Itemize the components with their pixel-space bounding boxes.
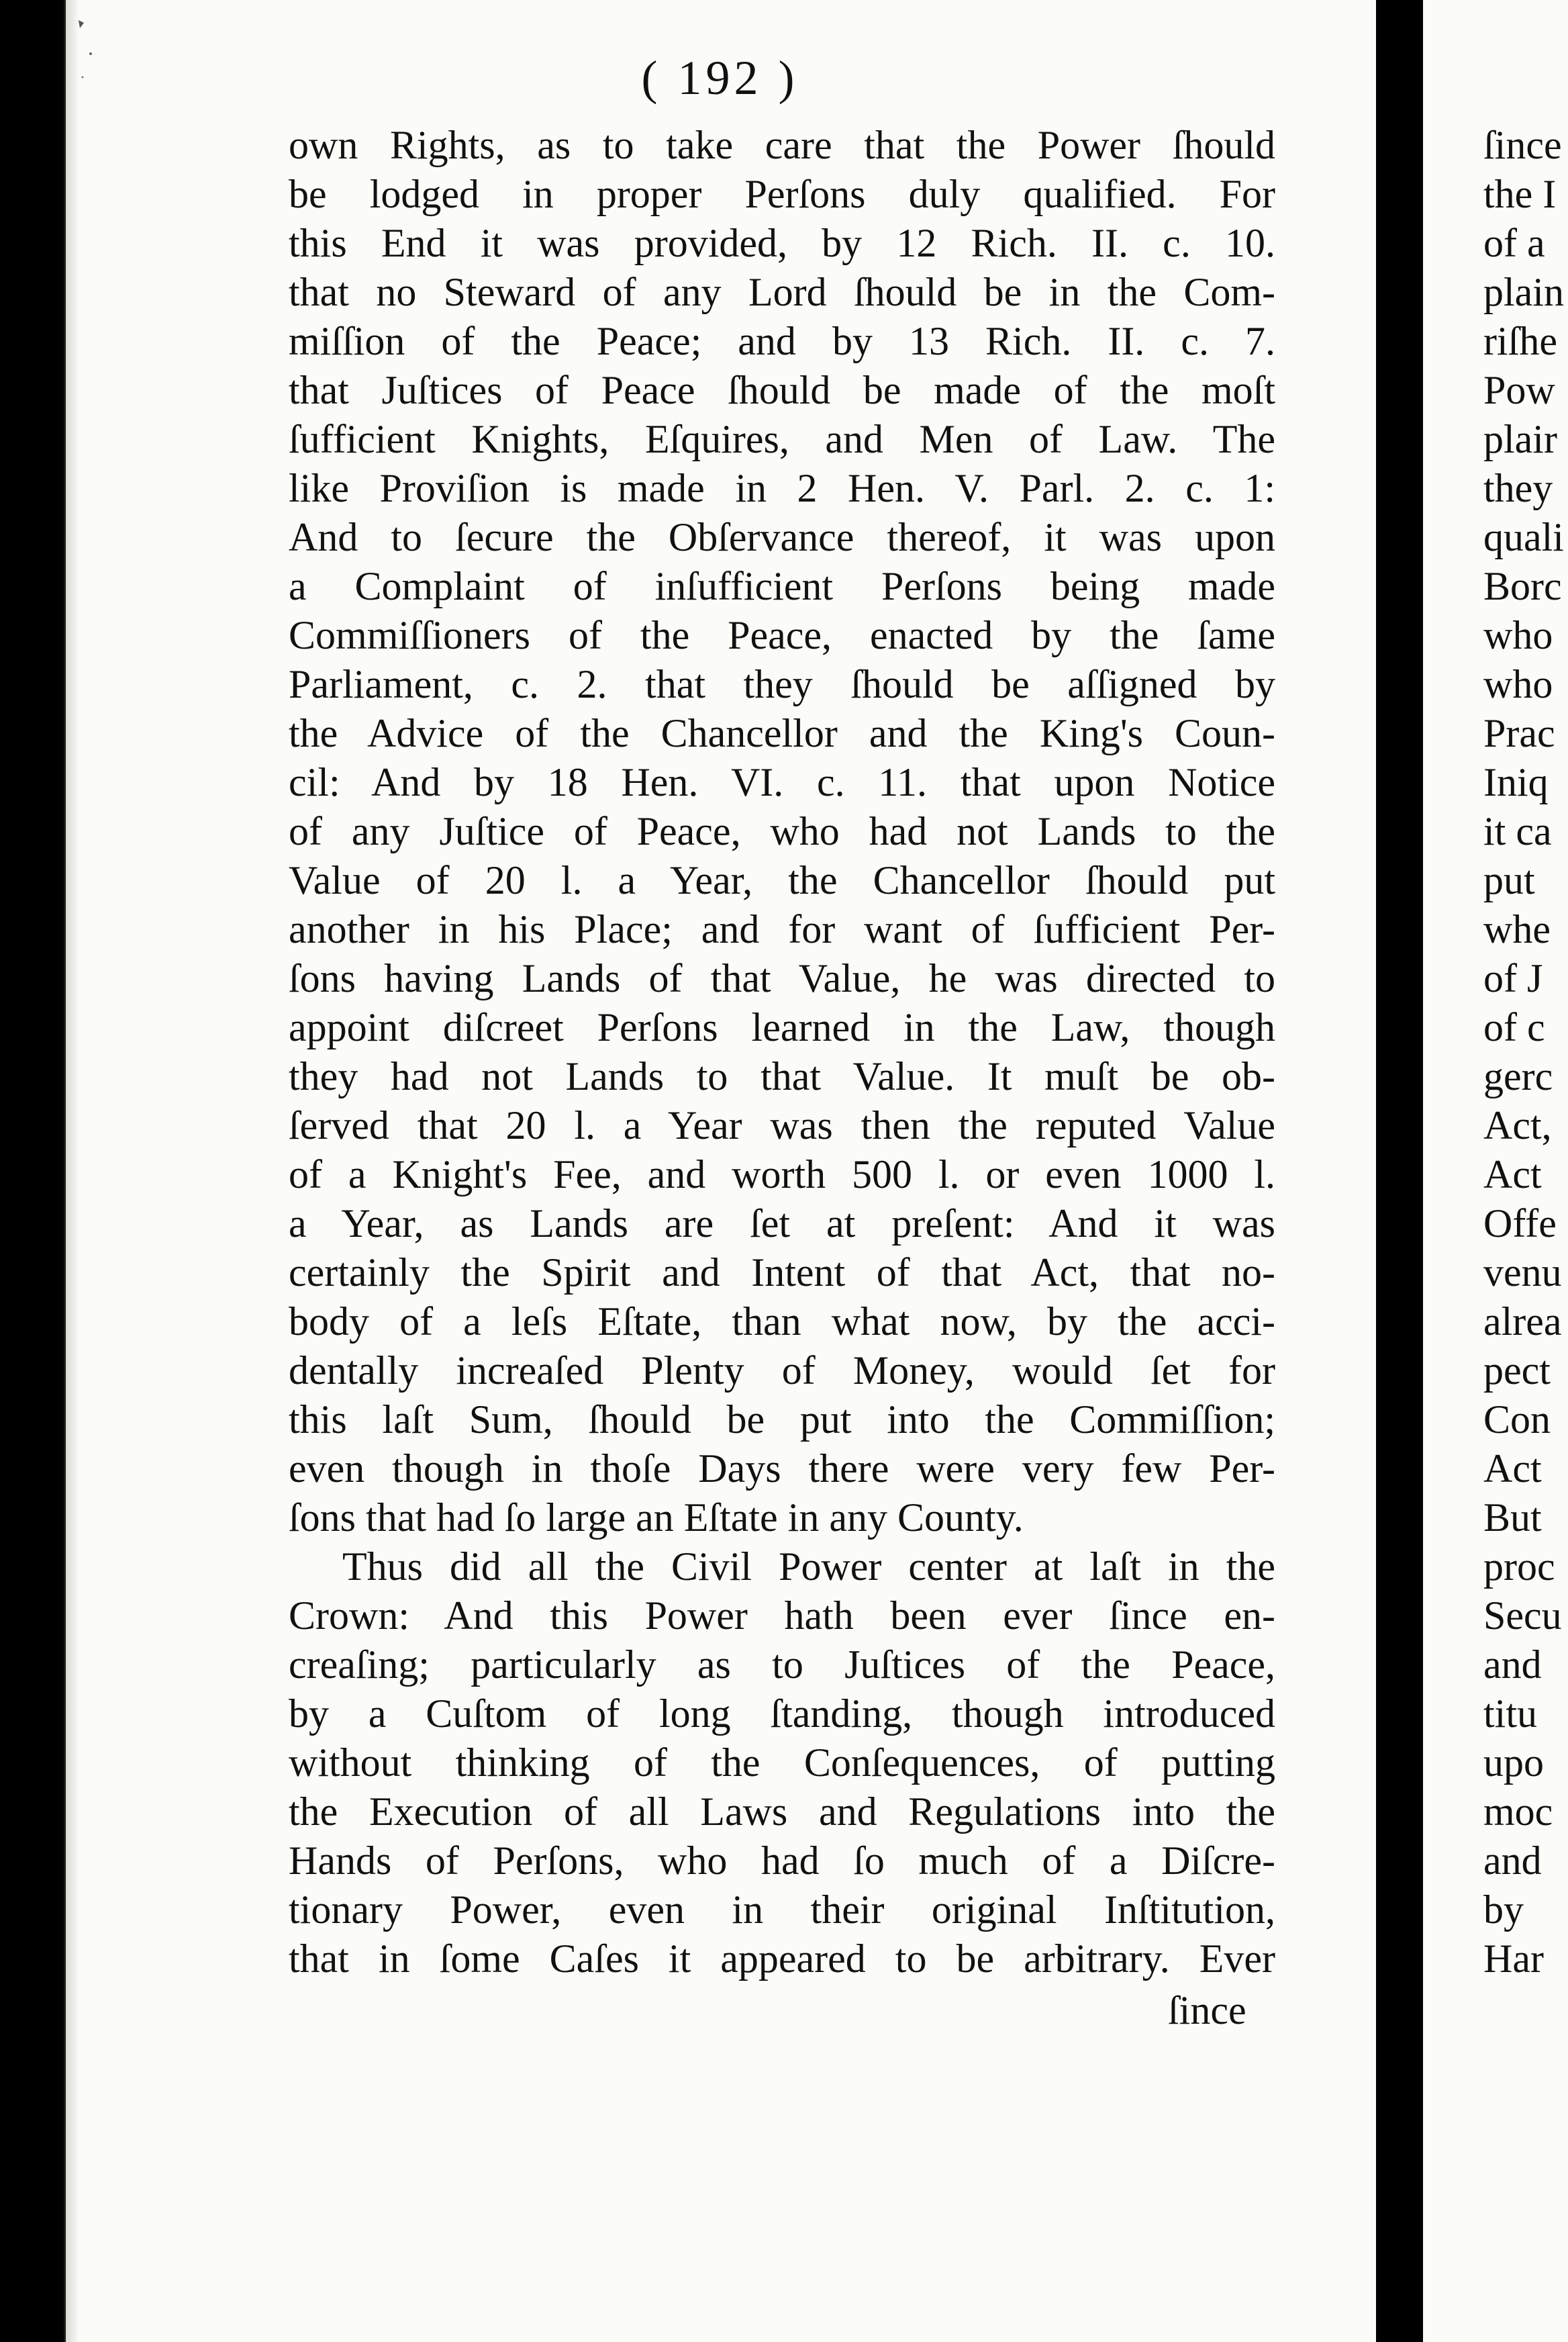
- facing-line-fragment: by: [1483, 1887, 1524, 1932]
- facing-line-fragment: of J: [1483, 956, 1543, 1000]
- text-line: body of a leſs Eſtate, than what now, by the acci-: [289, 1299, 1275, 1344]
- facing-line-fragment: upo: [1483, 1740, 1544, 1785]
- text-line: like Proviſion is made in 2 Hen. V. Parl. 2. c. 1:: [289, 466, 1275, 510]
- text-line: without thinking of the Conſequences, of putting: [289, 1740, 1275, 1785]
- facing-line-fragment: But: [1483, 1495, 1542, 1540]
- paragraph-start-line: Thus did all the Civil Power center at laſt in the: [342, 1544, 1275, 1589]
- facing-line-fragment: Act: [1483, 1446, 1542, 1491]
- page-number: ( 192 ): [641, 51, 799, 105]
- facing-line-fragment: quali: [1483, 515, 1564, 559]
- text-line: cil: And by 18 Hen. VI. c. 11. that upon Notice: [289, 760, 1275, 804]
- page-edge-shadow: [66, 0, 79, 2342]
- text-line: a Complaint of inſufficient Perſons being made: [289, 564, 1275, 608]
- facing-line-fragment: Offe: [1483, 1201, 1557, 1246]
- text-line: the Execution of all Laws and Regulations into the: [289, 1789, 1275, 1834]
- text-line: another in his Place; and for want of ſufficient Per-: [289, 907, 1275, 951]
- facing-line-fragment: proc: [1483, 1544, 1555, 1589]
- facing-line-fragment: Prac: [1483, 711, 1555, 755]
- text-line: appoint diſcreet Perſons learned in the Law, though: [289, 1005, 1275, 1049]
- text-line: tionary Power, even in their original Inſtitution,: [289, 1887, 1275, 1932]
- facing-line-fragment: plain: [1483, 270, 1564, 314]
- text-line: Hands of Perſons, who had ſo much of a Diſcre-: [289, 1838, 1275, 1883]
- text-line: this End it was provided, by 12 Rich. II. c. 10.: [289, 221, 1275, 265]
- facing-line-fragment: alrea: [1483, 1299, 1562, 1344]
- text-line: this laſt Sum, ſhould be put into the Commiſſion;: [289, 1397, 1275, 1442]
- text-line: ſufficient Knights, Eſquires, and Men of Law. The: [289, 417, 1275, 461]
- text-line: of a Knight's Fee, and worth 500 l. or even 1000 l.: [289, 1152, 1275, 1197]
- text-line: And to ſecure the Obſervance thereof, it was upon: [289, 515, 1275, 559]
- facing-line-fragment: of c: [1483, 1005, 1545, 1049]
- text-line: the Advice of the Chancellor and the King's Coun-: [289, 711, 1275, 755]
- facing-line-fragment: the I: [1483, 172, 1557, 216]
- text-line: that no Steward of any Lord ſhould be in the Com-: [289, 270, 1275, 314]
- text-line: Commiſſioners of the Peace, enacted by the ſame: [289, 613, 1275, 657]
- facing-line-fragment: Har: [1483, 1936, 1544, 1981]
- facing-line-fragment: plair: [1483, 417, 1557, 461]
- text-line: creaſing; particularly as to Juſtices of the Peace,: [289, 1642, 1275, 1687]
- text-line: of any Juſtice of Peace, who had not Lands to the: [289, 809, 1275, 853]
- facing-line-fragment: and: [1483, 1838, 1542, 1883]
- catchword: ſince: [1168, 1988, 1246, 2032]
- facing-line-fragment: put: [1483, 858, 1535, 902]
- facing-line-fragment: moc: [1483, 1789, 1553, 1834]
- facing-line-fragment: riſhe: [1483, 319, 1557, 363]
- facing-line-fragment: pect: [1483, 1348, 1551, 1393]
- facing-line-fragment: Borc: [1483, 564, 1562, 608]
- facing-line-fragment: it ca: [1483, 809, 1552, 853]
- facing-line-fragment: of a: [1483, 221, 1545, 265]
- facing-line-fragment: titu: [1483, 1691, 1538, 1736]
- facing-line-fragment: Con: [1483, 1397, 1551, 1442]
- text-line: ſerved that 20 l. a Year was then the reputed Value: [289, 1103, 1275, 1147]
- facing-page-text: [1483, 121, 1568, 1983]
- facing-line-fragment: they: [1483, 466, 1553, 510]
- text-line: own Rights, as to take care that the Power ſhould: [289, 123, 1275, 167]
- text-line: they had not Lands to that Value. It muſt be ob-: [289, 1054, 1275, 1098]
- book-gutter: [1376, 0, 1423, 2342]
- text-line: a Year, as Lands are ſet at preſent: And it was: [289, 1201, 1275, 1246]
- facing-line-fragment: Secu: [1483, 1593, 1562, 1638]
- text-line: that Juſtices of Peace ſhould be made of the moſt: [289, 368, 1275, 412]
- facing-line-fragment: who: [1483, 613, 1553, 657]
- text-line: by a Cuſtom of long ſtanding, though introduced: [289, 1691, 1275, 1736]
- paragraph-end-line: ſons that had ſo large an Eſtate in any County.: [289, 1495, 1024, 1540]
- facing-line-fragment: who: [1483, 662, 1553, 706]
- text-line: dentally increaſed Plenty of Money, would ſet for: [289, 1348, 1275, 1393]
- facing-line-fragment: Act,: [1483, 1103, 1552, 1147]
- facing-line-fragment: whe: [1483, 907, 1551, 951]
- facing-line-fragment: gerc: [1483, 1054, 1553, 1098]
- facing-line-fragment: Iniq: [1483, 760, 1549, 804]
- facing-line-fragment: Act: [1483, 1152, 1542, 1197]
- facing-line-fragment: Pow: [1483, 368, 1555, 412]
- body-text: [289, 121, 1275, 1983]
- text-line: be lodged in proper Perſons duly qualified. For: [289, 172, 1275, 216]
- text-line: miſſion of the Peace; and by 13 Rich. II. c. 7.: [289, 319, 1275, 363]
- text-line: Crown: And this Power hath been ever ſince en-: [289, 1593, 1275, 1638]
- text-line: ſons having Lands of that Value, he was directed to: [289, 956, 1275, 1000]
- text-line: that in ſome Caſes it appeared to be arbitrary. Ever: [289, 1936, 1275, 1981]
- text-line: certainly the Spirit and Intent of that Act, that no-: [289, 1250, 1275, 1295]
- text-line: even though in thoſe Days there were very few Per-: [289, 1446, 1275, 1491]
- facing-line-fragment: and: [1483, 1642, 1542, 1687]
- facing-line-fragment: ſince: [1483, 123, 1562, 167]
- text-line: Parliament, c. 2. that they ſhould be aſſigned by: [289, 662, 1275, 706]
- facing-line-fragment: venu: [1483, 1250, 1562, 1295]
- text-line: Value of 20 l. a Year, the Chancellor ſhould put: [289, 858, 1275, 902]
